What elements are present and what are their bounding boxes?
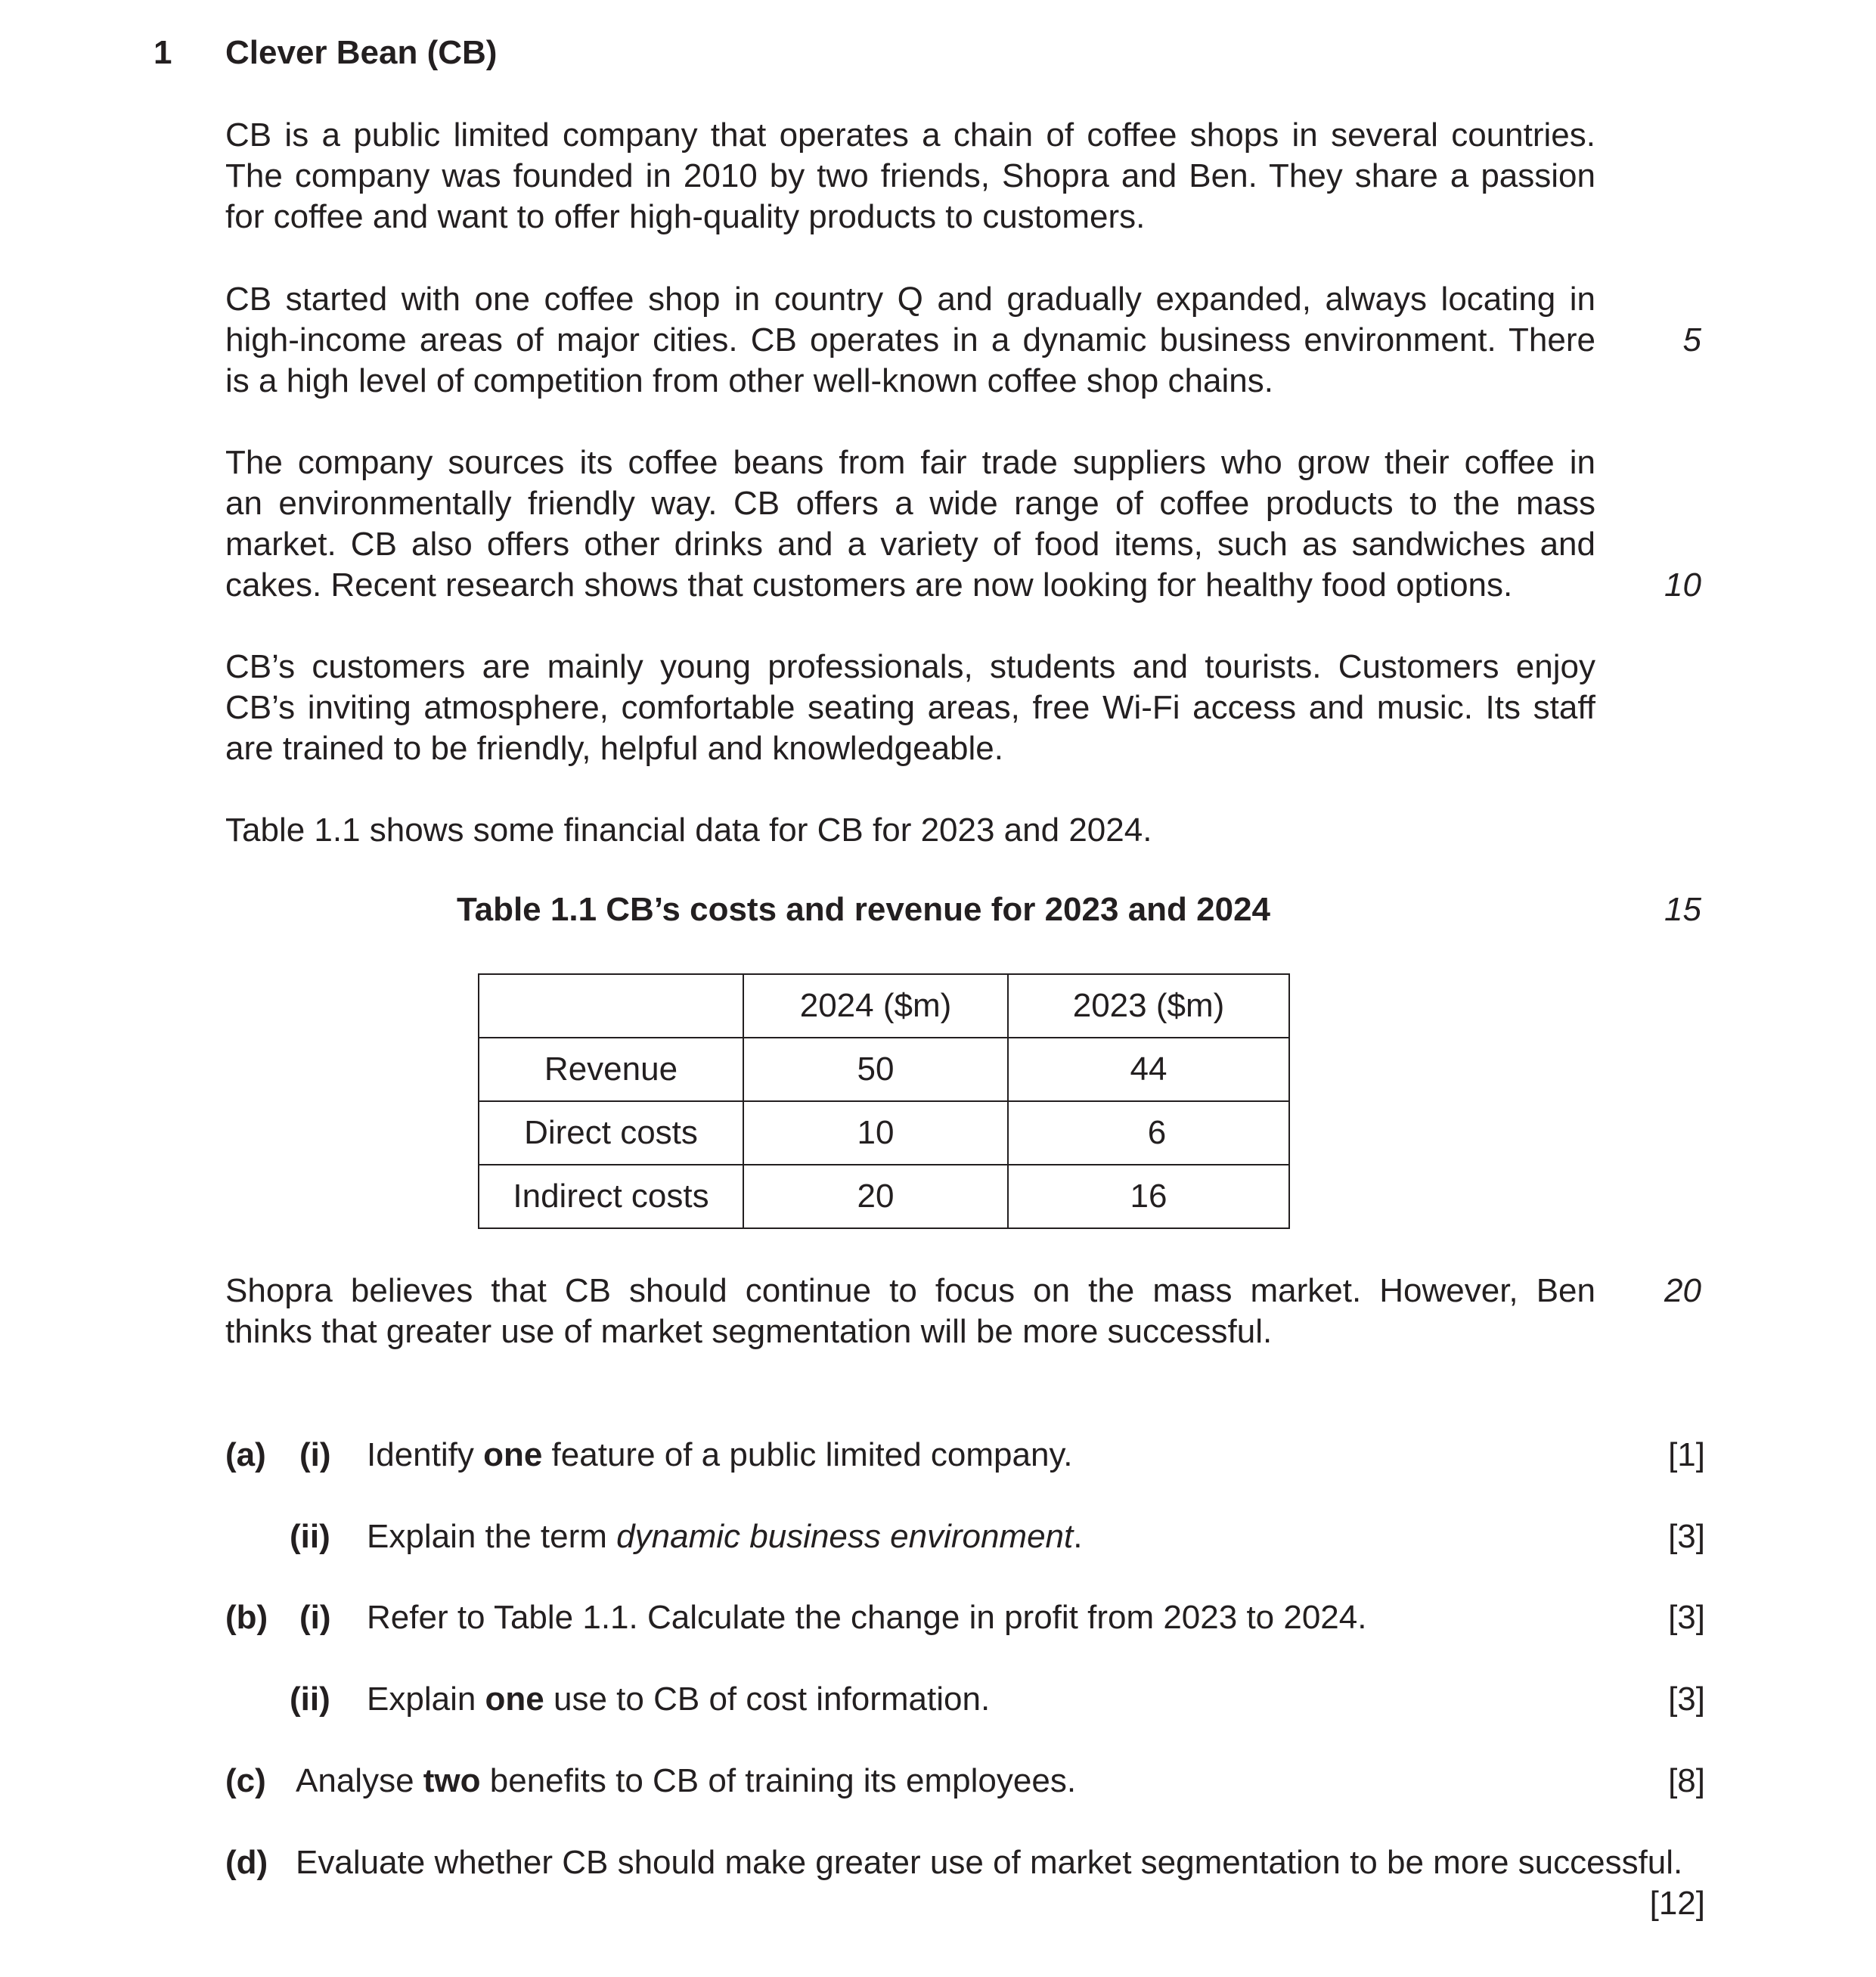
paragraph-products — [225, 442, 1595, 606]
text-segment: benefits to CB of training its employees. — [480, 1762, 1077, 1799]
question-b-ii-text — [367, 1679, 990, 1720]
text-line: high-income areas of major cities. CB operates in a dynamic business environment. There — [225, 321, 1595, 358]
part-label-a: (a) — [225, 1436, 266, 1473]
table-header-row — [479, 974, 1289, 1038]
emphasis-text: one — [483, 1436, 543, 1473]
line-number: 5 — [1682, 321, 1701, 358]
emphasis-text: two — [423, 1762, 481, 1799]
mark-allocation: [3] — [1668, 1518, 1705, 1555]
mark-allocation: [12] — [1649, 1885, 1705, 1922]
paragraph-table-intro — [225, 810, 1595, 851]
table-row-label: Revenue — [479, 1038, 743, 1101]
table-cell: 10 — [743, 1101, 1008, 1165]
subpart-label-a-ii: (ii) — [290, 1518, 330, 1555]
mark-allocation: [3] — [1668, 1599, 1705, 1636]
question-b-i-text: Refer to Table 1.1. Calculate the change in profit from 2023 to 2024. — [367, 1599, 1367, 1636]
text-line: CB’s inviting atmosphere, comfortable seating areas, free Wi-Fi access and music. Its staff — [225, 689, 1595, 726]
text-segment: feature of a public limited company. — [542, 1436, 1073, 1473]
text-segment: Identify — [367, 1436, 484, 1473]
table-row — [479, 1038, 1289, 1101]
paragraph-intro — [225, 115, 1595, 237]
text-line: CB’s customers are mainly young professionals, students and tourists. Customers enjoy — [225, 648, 1595, 685]
question-c-text — [296, 1761, 1076, 1802]
table-row-label: Direct costs — [479, 1101, 743, 1165]
table-cell: 44 — [1008, 1038, 1289, 1101]
table-row-label: Indirect costs — [479, 1165, 743, 1228]
part-label-d: (d) — [225, 1844, 268, 1881]
line-number: 15 — [1664, 891, 1701, 928]
text-segment: . — [1073, 1518, 1083, 1555]
table-header-cell: 2023 ($m) — [1008, 974, 1289, 1038]
table-cell: 6 — [1008, 1101, 1289, 1165]
table-header-cell: 2024 ($m) — [743, 974, 1008, 1038]
text-segment: Analyse — [296, 1762, 423, 1799]
subpart-label-b-i: (i) — [299, 1599, 331, 1636]
question-number: 1 — [153, 34, 172, 71]
subpart-label-a-i: (i) — [299, 1436, 331, 1473]
table-caption: Table 1.1 CB’s costs and revenue for 2023 and 2024 — [457, 891, 1271, 928]
text-line: is a high level of competition from other well-known coffee shop chains. — [225, 362, 1273, 399]
emphasis-text: one — [485, 1681, 544, 1718]
text-line: market. CB also offers other drinks and a variety of food items, such as sandwiches and — [225, 526, 1595, 563]
part-label-c: (c) — [225, 1762, 266, 1799]
text-line: CB started with one coffee shop in country Q and gradually expanded, always locating in — [225, 281, 1595, 318]
text-line: thinks that greater use of market segmentation will be more successful. — [225, 1313, 1273, 1350]
text-line: Shopra believes that CB should continue to focus on the mass market. However, Ben — [225, 1272, 1595, 1309]
line-number: 20 — [1664, 1272, 1701, 1309]
table-header-cell — [479, 974, 743, 1038]
part-label-b: (b) — [225, 1599, 268, 1636]
text-segment: Explain — [367, 1681, 485, 1718]
paragraph-segmentation — [225, 1271, 1595, 1352]
mark-allocation: [3] — [1668, 1681, 1705, 1718]
subpart-label-b-ii: (ii) — [290, 1681, 330, 1718]
text-line: CB is a public limited company that operates a chain of coffee shops in several countries. — [225, 116, 1595, 154]
paragraph-expansion — [225, 279, 1595, 402]
text-line: The company was founded in 2010 by two friends, Shopra and Ben. They share a passion — [225, 157, 1595, 194]
text-line: an environmentally friendly way. CB offers a wide range of coffee products to the mass — [225, 485, 1595, 522]
text-line: The company sources its coffee beans from fair trade suppliers who grow their coffee in — [225, 444, 1595, 481]
mark-allocation: [8] — [1668, 1762, 1705, 1799]
question-a-i-text — [367, 1435, 1072, 1476]
text-line: for coffee and want to offer high-quality products to customers. — [225, 198, 1146, 235]
italic-term: dynamic business environment — [616, 1518, 1074, 1555]
table-cell: 20 — [743, 1165, 1008, 1228]
question-d-text: Evaluate whether CB should make greater use of market segmentation to be more successful. — [296, 1844, 1683, 1881]
table-row — [479, 1165, 1289, 1228]
paragraph-customers — [225, 647, 1595, 769]
text-line: cakes. Recent research shows that customers are now looking for healthy food options. — [225, 566, 1513, 604]
line-number: 10 — [1664, 566, 1701, 604]
financial-data-table — [478, 973, 1290, 1229]
text-line: Table 1.1 shows some financial data for CB for 2023 and 2024. — [225, 812, 1152, 849]
text-segment: Explain the term — [367, 1518, 617, 1555]
case-study-title: Clever Bean (CB) — [225, 34, 498, 71]
question-a-ii-text — [367, 1516, 1082, 1557]
mark-allocation: [1] — [1668, 1436, 1705, 1473]
table-cell: 16 — [1008, 1165, 1289, 1228]
text-line: are trained to be friendly, helpful and knowledgeable. — [225, 730, 1003, 767]
text-segment: use to CB of cost information. — [544, 1681, 991, 1718]
table-cell: 50 — [743, 1038, 1008, 1101]
table-row — [479, 1101, 1289, 1165]
